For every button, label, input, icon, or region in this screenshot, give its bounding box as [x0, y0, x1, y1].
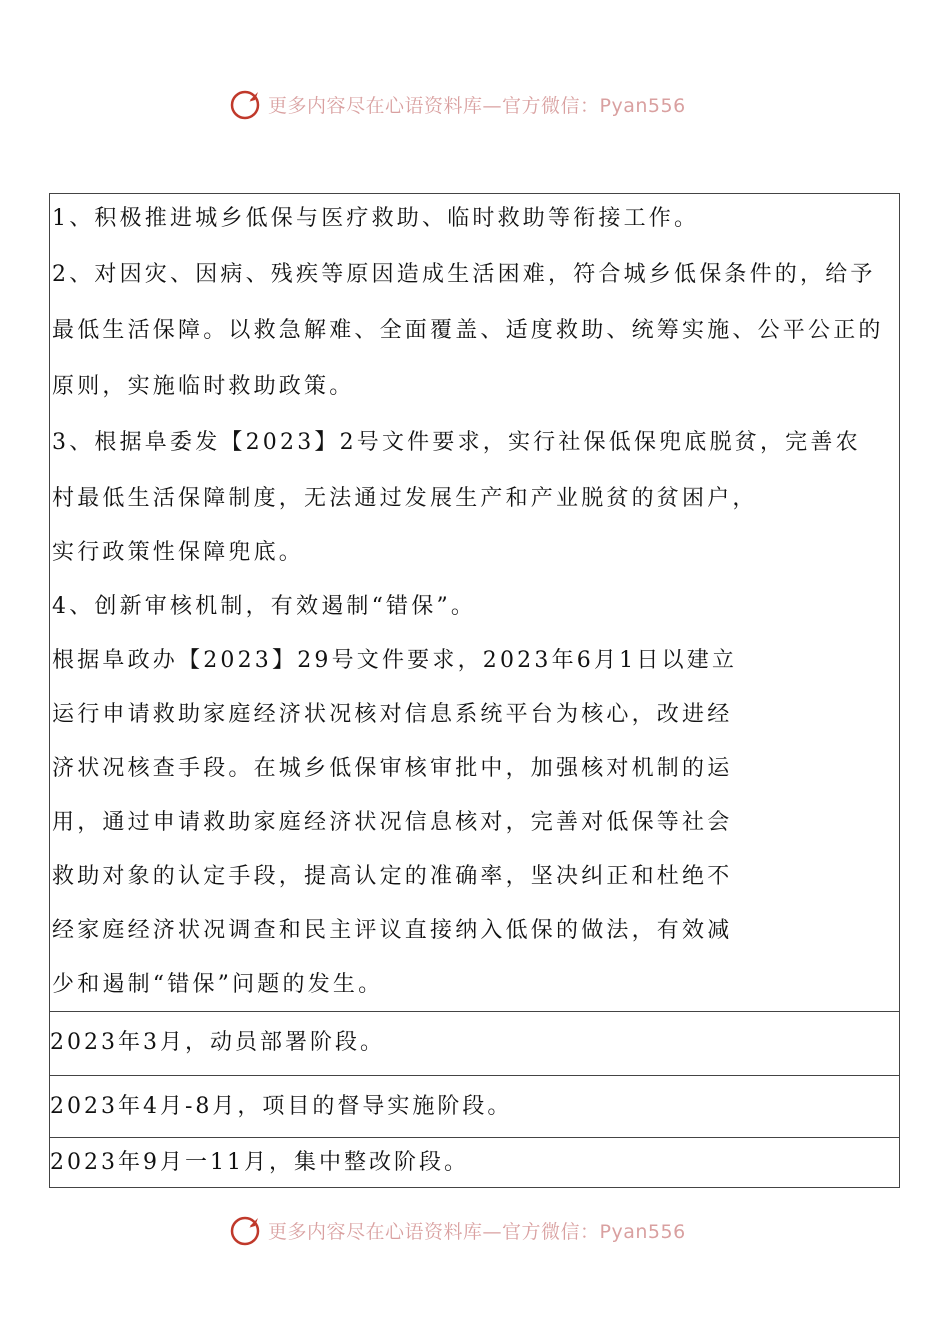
paragraph-line: 少和遏制“错保”问题的发生。: [52, 972, 384, 997]
schedule-row: [50, 1138, 899, 1189]
paragraph-line: 原则，实施临时救助政策。: [52, 374, 355, 399]
quill-logo-icon: [228, 1212, 264, 1248]
banner-slogan: 更多内容尽在心语资料库—官方微信：: [268, 94, 600, 117]
paragraph-line: 根据阜政办【2023】29号文件要求，2023年6月1日以建立: [52, 648, 738, 673]
paragraph-line: 2、对因灾、因病、残疾等原因造成生活困难，符合城乡低保条件的，给予: [52, 262, 876, 287]
quill-logo-icon: [228, 86, 264, 122]
schedule-row: [50, 1076, 899, 1138]
banner-slogan: 更多内容尽在心语资料库—官方微信：: [268, 1220, 600, 1243]
paragraph-line: 最低生活保障。以救急解难、全面覆盖、适度救助、统筹实施、公平公正的: [52, 318, 884, 343]
schedule-row: [50, 1012, 899, 1076]
table-row: [50, 194, 899, 1012]
paragraph-line: 济状况核查手段。在城乡低保审核审批中，加强核对机制的运: [52, 756, 733, 781]
paragraph-line: 运行申请救助家庭经济状况核对信息系统平台为核心，改进经: [52, 702, 733, 727]
paragraph-line: 救助对象的认定手段，提高认定的准确率，坚决纠正和杜绝不: [52, 864, 733, 889]
paragraph-line: 1、积极推进城乡低保与医疗救助、临时救助等衔接工作。: [52, 206, 700, 231]
paragraph-line: 经家庭经济状况调查和民主评议直接纳入低保的做法，有效减: [52, 918, 733, 943]
header-banner: [228, 84, 728, 124]
banner-wechat-id: Pyan556: [599, 94, 686, 117]
footer-banner: [228, 1210, 728, 1250]
schedule-item: 2023年4月-8月，项目的督导实施阶段。: [50, 1094, 513, 1119]
schedule-item: 2023年3月，动员部署阶段。: [50, 1030, 385, 1055]
paragraph-line: 实行政策性保障兜底。: [52, 540, 305, 565]
banner-wechat-id: Pyan556: [599, 1220, 686, 1243]
paragraph-line: 3、根据阜委发【2023】2号文件要求，实行社保低保兜底脱贫，完善农: [52, 430, 861, 455]
paragraph-line: 4、创新审核机制，有效遏制“错保”。: [52, 594, 477, 619]
banner-text: [268, 1217, 686, 1244]
content-table: [49, 193, 900, 1188]
schedule-item: 2023年9月一11月，集中整改阶段。: [50, 1150, 469, 1175]
banner-text: [268, 91, 686, 118]
paragraph-line: 村最低生活保障制度，无法通过发展生产和产业脱贫的贫困户，: [52, 486, 758, 511]
paragraph-line: 用，通过申请救助家庭经济状况信息核对，完善对低保等社会: [52, 810, 733, 835]
